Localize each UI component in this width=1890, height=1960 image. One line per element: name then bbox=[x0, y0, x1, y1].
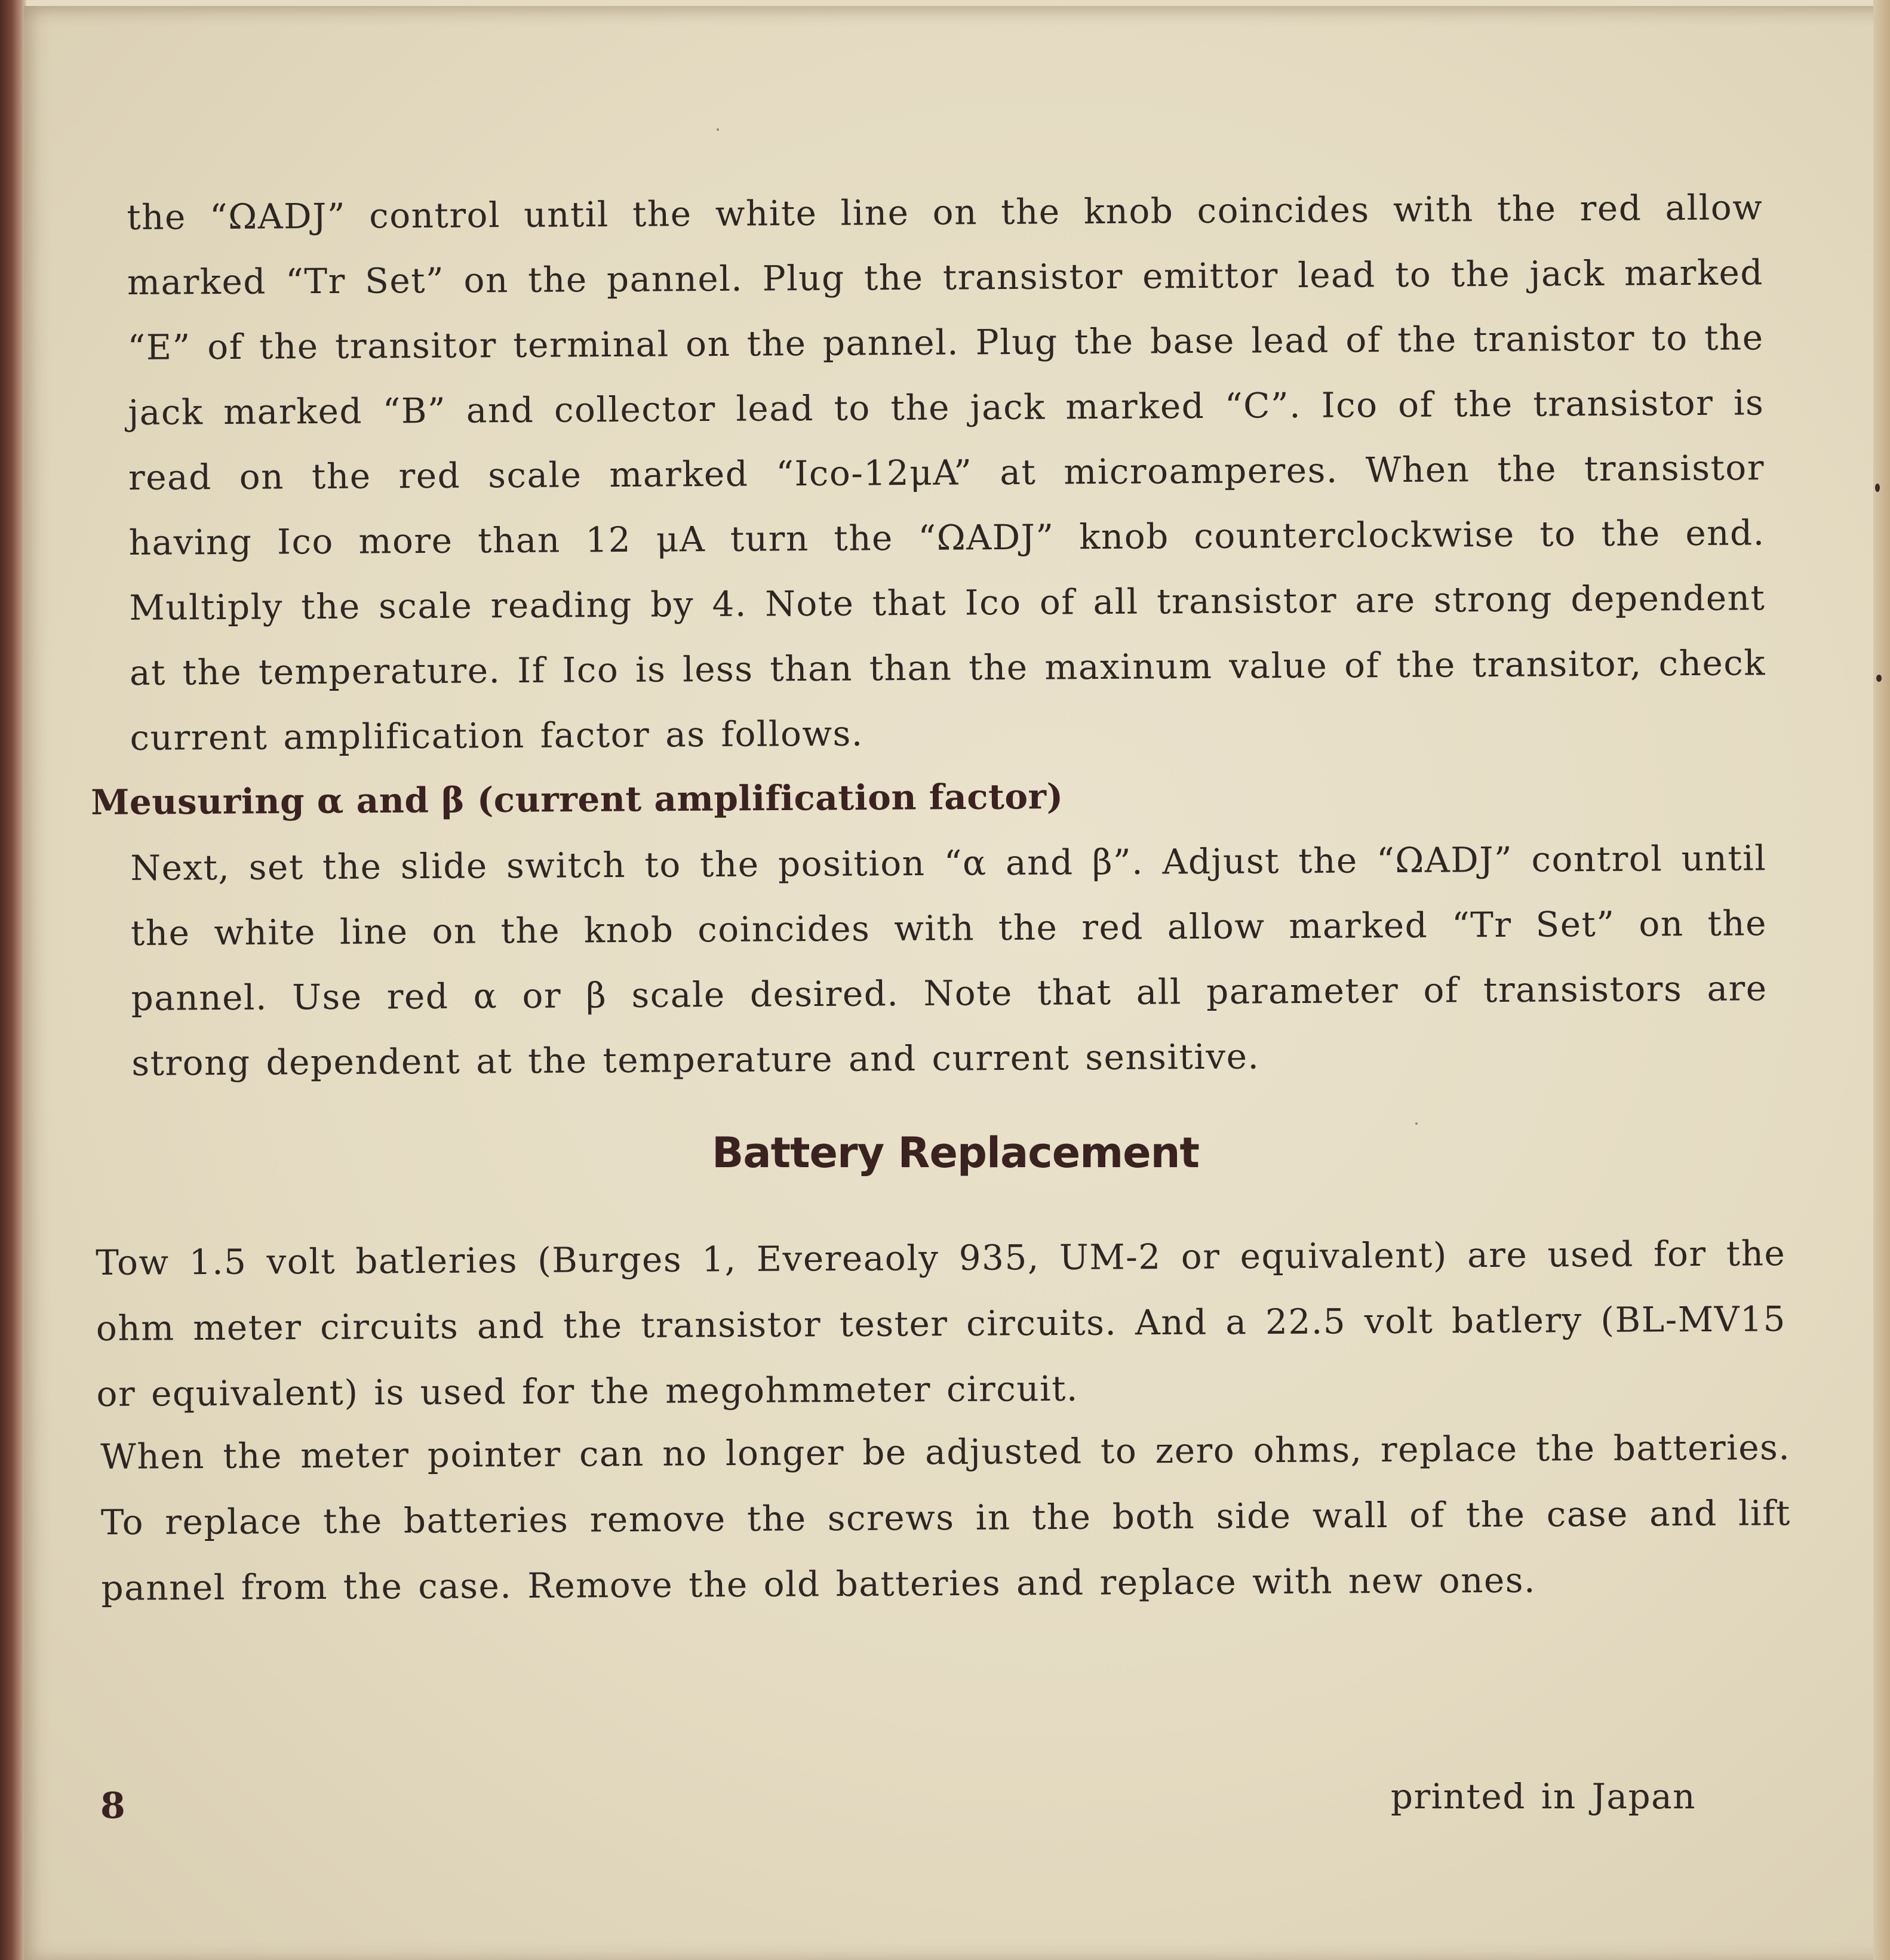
page-edge bbox=[1873, 0, 1890, 1960]
paper-speck bbox=[717, 128, 719, 131]
printed-in-japan-imprint: printed in Japan bbox=[1390, 1776, 1696, 1817]
measuring-alpha-beta-heading: Meusuring α and β (current amplification factor) bbox=[91, 776, 1064, 823]
page-number: 8 bbox=[100, 1785, 125, 1827]
transistor-ico-paragraph: the “ΩADJ” control until the white line on the knob coincides with the red allow marked “Tr Set” on the pannel. Plug the transistor emittor lead to the jack marked “E” of the transitor terminal on the pannel. Plug the base lead of the tranistor to the jack marked “B” and collector lead to the jack marked “C”. Ico of the transistor is read on the red scale marked “Ico-12μA” at microamperes. When the transistor having Ico more than 12 μA turn the “ΩADJ” knob counterclockwise to the end. Multiply the scale reading by 4. Note that Ico of all transistor are strong dependent at the temperature. If Ico is less than than the maxinum value of the transitor, check current amplification factor as follows. bbox=[127, 187, 1766, 758]
paper-speck bbox=[1876, 675, 1882, 682]
paper-speck bbox=[1875, 484, 1880, 492]
paper-speck bbox=[1415, 1122, 1418, 1125]
battery-types-paragraph: Tow 1.5 volt batleries (Burges 1, Evereaoly 935, UM-2 or equivalent) are used for the ohm meter circuits and the transistor tester circuits. And a 22.5 volt batlery (BL-MV15 or equivalent) is used for the megohmmeter circuit. bbox=[96, 1233, 1787, 1414]
battery-replacement-heading: Battery Replacement bbox=[712, 1128, 1199, 1177]
alpha-beta-paragraph: Next, set the slide switch to the position “α and β”. Adjust the “ΩADJ” control until the white line on the knob coincides with the red allow marked “Tr Set” on the pannel. Use red α or β scale desired. Note that all parameter of transistors are strong dependent at the temperature and current sensitive. bbox=[130, 838, 1768, 1084]
battery-procedure-paragraph: When the meter pointer can no longer be adjusted to zero ohms, replace the batteries. To replace the batteries remove the screws in the both side wall of the case and lift pannel from the case. Remove the old batteries and replace with new ones. bbox=[100, 1427, 1791, 1608]
